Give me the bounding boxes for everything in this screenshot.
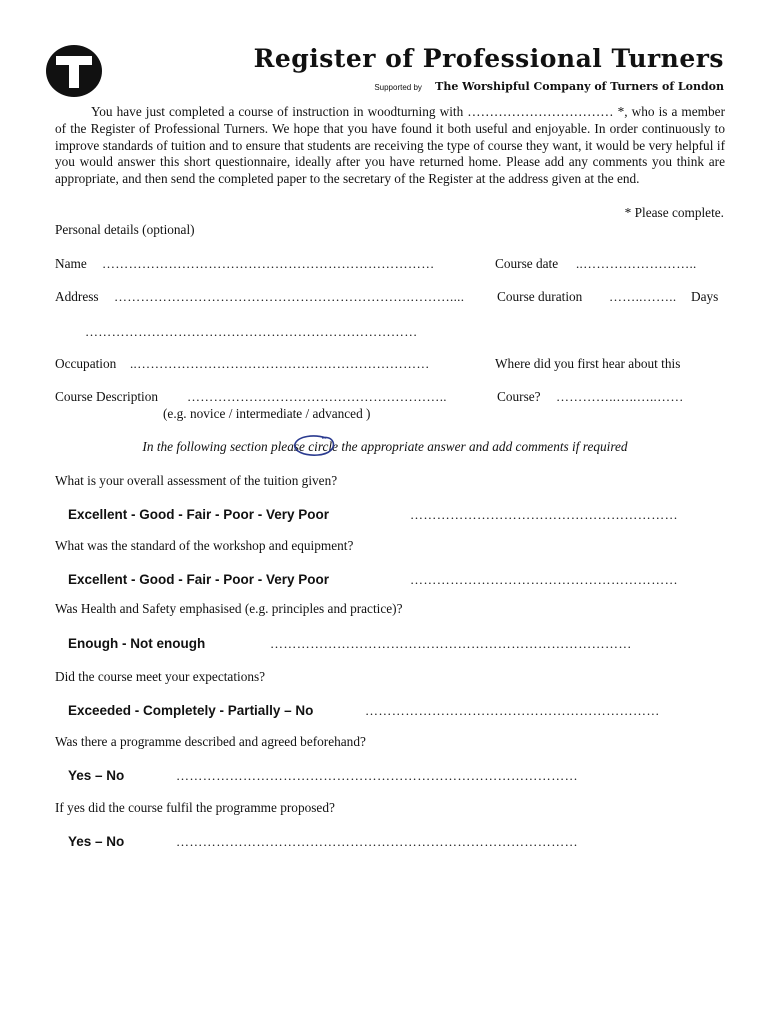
comment-field-2[interactable]: …………………………………………………… xyxy=(410,572,678,587)
question-3: Was Health and Safety emphasised (e.g. principles and practice)? xyxy=(55,601,403,616)
occupation-label: Occupation xyxy=(55,356,117,371)
name-label: Name xyxy=(55,256,87,271)
handwritten-circle-mark xyxy=(292,435,336,457)
course-date-label: Course date xyxy=(495,256,559,271)
address-field[interactable]: ………………………………………………………….……….... xyxy=(114,289,465,304)
question-1: What is your overall assessment of the tuition given? xyxy=(55,473,338,488)
course-duration-label: Course duration xyxy=(497,289,583,304)
supported-by-label: Supported by xyxy=(374,83,422,92)
address-label: Address xyxy=(55,289,99,304)
address-field-line2[interactable]: ………………………………………………………………… xyxy=(85,324,418,339)
answer-options-3[interactable]: Enough - Not enough xyxy=(68,636,206,651)
answer-options-6[interactable]: Yes – No xyxy=(68,834,125,849)
course-duration-unit: Days xyxy=(691,289,719,304)
question-5: Was there a programme described and agreed beforehand? xyxy=(55,734,366,749)
comment-field-4[interactable]: ………………………………………………………… xyxy=(365,703,660,718)
comment-field-3[interactable]: ……………………………………………………………………… xyxy=(270,636,632,651)
where-heard-field[interactable]: …………..…..…..…… xyxy=(556,389,684,404)
course-description-label: Course Description xyxy=(55,389,159,404)
where-heard-label: Where did you first hear about this xyxy=(495,356,681,371)
name-field[interactable]: ………………………………………………………………… xyxy=(102,256,435,271)
instruction-text: In the following section please circle the appropriate answer and add comments if required xyxy=(142,439,628,454)
comment-field-5[interactable]: ……………………………………………………………………………… xyxy=(176,768,578,783)
course-description-hint: (e.g. novice / intermediate / advanced ) xyxy=(163,406,371,421)
company-name: The Worshipful Company of Turners of London xyxy=(435,80,724,93)
course-date-field[interactable]: ..…………………….. xyxy=(576,256,697,271)
where-heard-label-2: Course? xyxy=(497,389,541,404)
question-6: If yes did the course fulfil the programme proposed? xyxy=(55,800,335,815)
turners-logo xyxy=(45,44,103,98)
question-2: What was the standard of the workshop and equipment? xyxy=(55,538,354,553)
personal-details-heading: Personal details (optional) xyxy=(55,222,195,237)
answer-options-1[interactable]: Excellent - Good - Fair - Poor - Very Poor xyxy=(68,507,330,522)
complete-note: * Please complete. xyxy=(624,205,724,220)
intro-paragraph xyxy=(55,104,725,188)
page-title: Register of Professional Turners xyxy=(253,44,724,73)
intro-text: You have just completed a course of instruction in woodturning with …………………………… *, who is a member of the Register of Professional Turners. We hope that you have found it both useful and enjoyable. In order continuously to improve standards of tuition and to ensure that students are receiving the type of course they want, it would be very helpful if you would answer this short questionnaire, ideally after you have returned home. Please add any comments you think are appropriate, and then send the completed paper to the secretary of the Register at the address given at the end. xyxy=(55,104,725,187)
occupation-field[interactable]: ..………………………………………………………… xyxy=(130,356,430,371)
answer-options-4[interactable]: Exceeded - Completely - Partially – No xyxy=(68,703,314,718)
comment-field-6[interactable]: ……………………………………………………………………………… xyxy=(176,834,578,849)
course-duration-field[interactable]: ……..…….. xyxy=(609,289,677,304)
course-description-field[interactable]: ………………………………………………….. xyxy=(187,389,447,404)
supported-by-line xyxy=(374,78,724,94)
question-4: Did the course meet your expectations? xyxy=(55,669,266,684)
answer-options-5[interactable]: Yes – No xyxy=(68,768,125,783)
comment-field-1[interactable]: …………………………………………………… xyxy=(410,507,678,522)
answer-options-2[interactable]: Excellent - Good - Fair - Poor - Very Poor xyxy=(68,572,330,587)
